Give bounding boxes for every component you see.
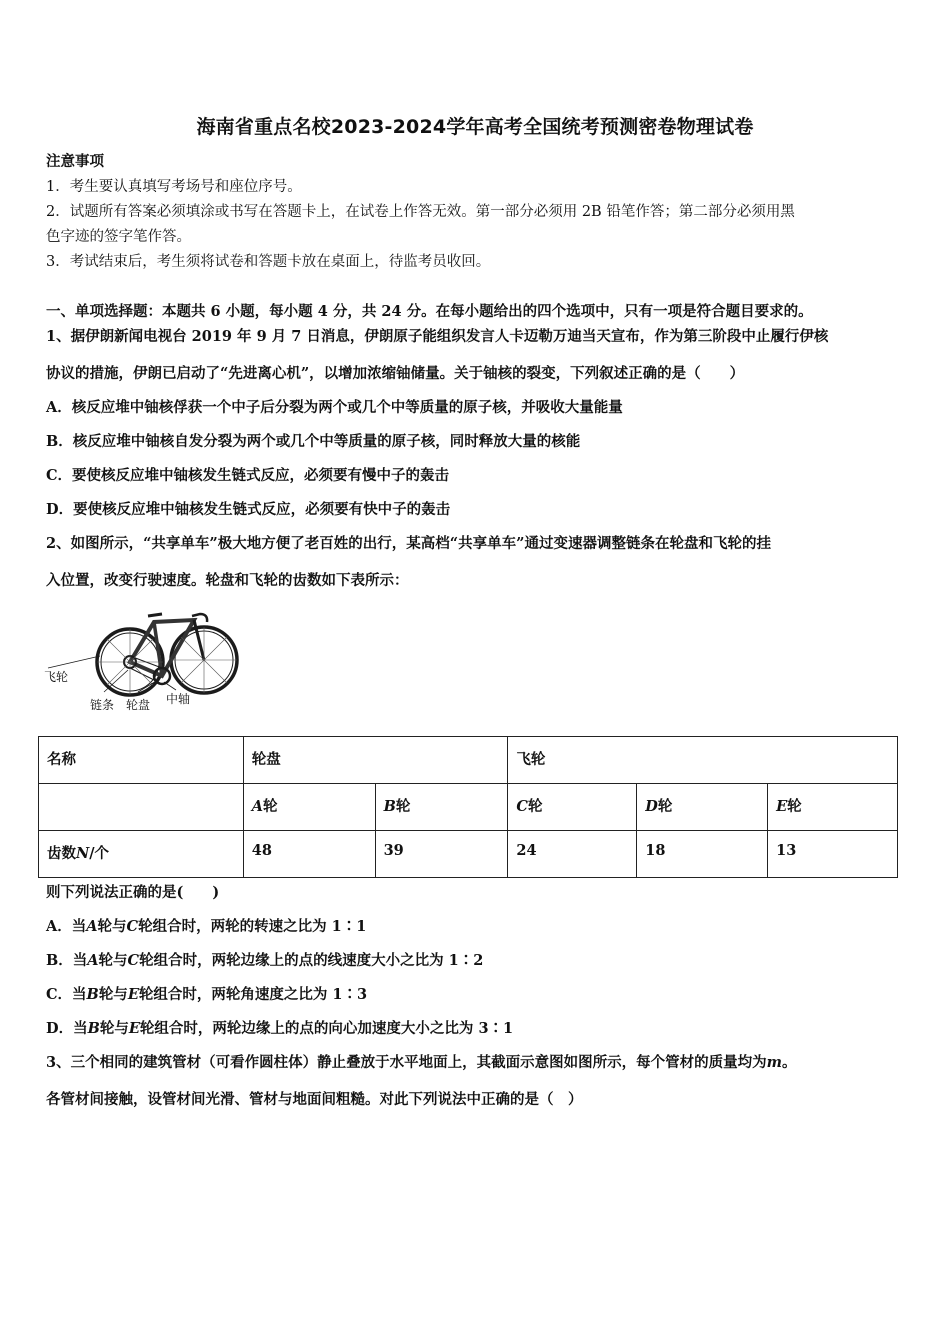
axle-label: 中轴 [166,692,191,706]
wheel-suffix: 轮 [787,798,802,815]
wheel-e-header [776,784,802,816]
table-cell [243,784,375,831]
q1-option-c: C．要使核反应堆中铀核发生链式反应，必须要有慢中子的轰击 [46,467,450,484]
section-heading: 一、单项选择题：本题共 6 小题，每小题 4 分，共 24 分。在每小题给出的四个选项中，只有一项是符合题目要求的。 [46,303,813,320]
teeth-value: 24 [516,842,537,859]
q1-option-a: A．核反应堆中铀核俘获一个中子后分裂为两个或几个中等质量的原子核，并吸收大量能量 [46,399,623,416]
wheel-suffix: 轮 [263,798,278,815]
table-cell [39,737,244,784]
q2-stem: 入位置，改变行驶速度。轮盘和飞轮的齿数如下表所示： [46,572,409,589]
notice-heading: 注意事项 [46,153,104,170]
q2-option-d: D．当B轮与E轮组合时，两轮边缘上的点的向心加速度大小之比为 3∶1 [46,1020,514,1037]
notice-item: 1．考生要认真填写考场号和座位序号。 [46,179,302,195]
teeth-value: 18 [645,842,666,859]
name-header: 名称 [47,751,76,768]
table-row [39,831,898,878]
q2-option-b: B．当A轮与C轮组合时，两轮边缘上的点的线速度大小之比为 1∶2 [46,952,484,969]
table-row [39,784,898,831]
bicycle-figure [44,598,244,716]
table-cell [508,831,637,878]
q2-option-c: C．当B轮与E轮组合时，两轮角速度之比为 1∶3 [46,986,368,1003]
notice-item: 3．考试结束后，考生须将试卷和答题卡放在桌面上，待监考员收回。 [46,254,491,270]
wheel-a-header [252,784,278,816]
q1-stem: 协议的措施，伊朗已启动了“先进离心机”，以增加浓缩铀储量。关于铀核的裂变，下列叙述正确的是（ ） [46,365,745,382]
chainring-header: 轮盘 [251,751,281,768]
table-cell [768,831,898,878]
table-cell [637,784,768,831]
table-cell [39,831,244,878]
table-row [39,737,898,784]
notice-item: 2．试题所有答案必须填涂或书写在答题卡上，在试卷上作答无效。第一部分必须用 2B 铅笔作答；第二部分必须用黑 [46,204,795,220]
table-cell [508,784,637,831]
q2-option-a: A．当A轮与C轮组合时，两轮的转速之比为 1∶1 [46,918,367,935]
q2-prompt: 则下列说法正确的是( ) [46,884,220,901]
wheel-suffix: 轮 [527,798,543,815]
teeth-value: 48 [251,842,272,859]
wheel-letter: C [516,798,528,815]
q3-stem: 3、三个相同的建筑管材（可看作圆柱体）静止叠放于水平地面上，其截面示意图如图所示，每个管材的质量均为m。 [46,1054,797,1071]
teeth-table [38,736,898,878]
wheel-letter: B [383,798,396,815]
page-title: 海南省重点名校2023-2024学年高考全国统考预测密卷物理试卷 [196,116,754,138]
q1-option-b: B．核反应堆中铀核自发分裂为两个或几个中等质量的原子核，同时释放大量的核能 [46,433,581,450]
wheel-letter: A [251,798,263,815]
q3-stem: 各管材间接触，设管材间光滑、管材与地面间粗糙。对此下列说法中正确的是（ ） [46,1091,583,1108]
teeth-row-label: 齿数N/个 [47,845,110,862]
teeth-value: 39 [383,842,404,859]
wheel-b-header [384,784,411,816]
q1-stem: 1、据伊朗新闻电视台 2019 年 9 月 7 日消息，伊朗原子能组织发言人卡迈勒万迪当天宣布，作为第三阶段中止履行伊核 [46,328,829,345]
table-cell [508,737,898,784]
wheel-letter: D [645,798,658,815]
chainring-label: 轮盘 [126,698,151,712]
table-cell [375,784,508,831]
table-cell [243,737,508,784]
table-cell [243,831,375,878]
table-cell [375,831,508,878]
wheel-letter: E [776,798,788,815]
q1-option-d: D．要使核反应堆中铀核发生链式反应，必须要有快中子的轰击 [46,501,451,518]
wheel-c-header [516,784,542,816]
flywheel-header: 飞轮 [516,751,546,768]
chain-label: 链条 [90,698,115,712]
table-cell [768,784,898,831]
wheel-suffix: 轮 [657,798,673,815]
wheel-suffix: 轮 [395,798,411,815]
notice-item: 色字迹的签字笔作答。 [46,229,191,245]
wheel-d-header [645,784,672,816]
table-cell [637,831,768,878]
table-cell [39,784,244,831]
flywheel-label: 飞轮 [44,670,69,684]
teeth-value: 13 [776,842,797,859]
q2-stem: 2、如图所示，“共享单车”极大地方便了老百姓的出行，某高档“共享单车”通过变速器调整链条在轮盘和飞轮的挂 [46,535,771,552]
